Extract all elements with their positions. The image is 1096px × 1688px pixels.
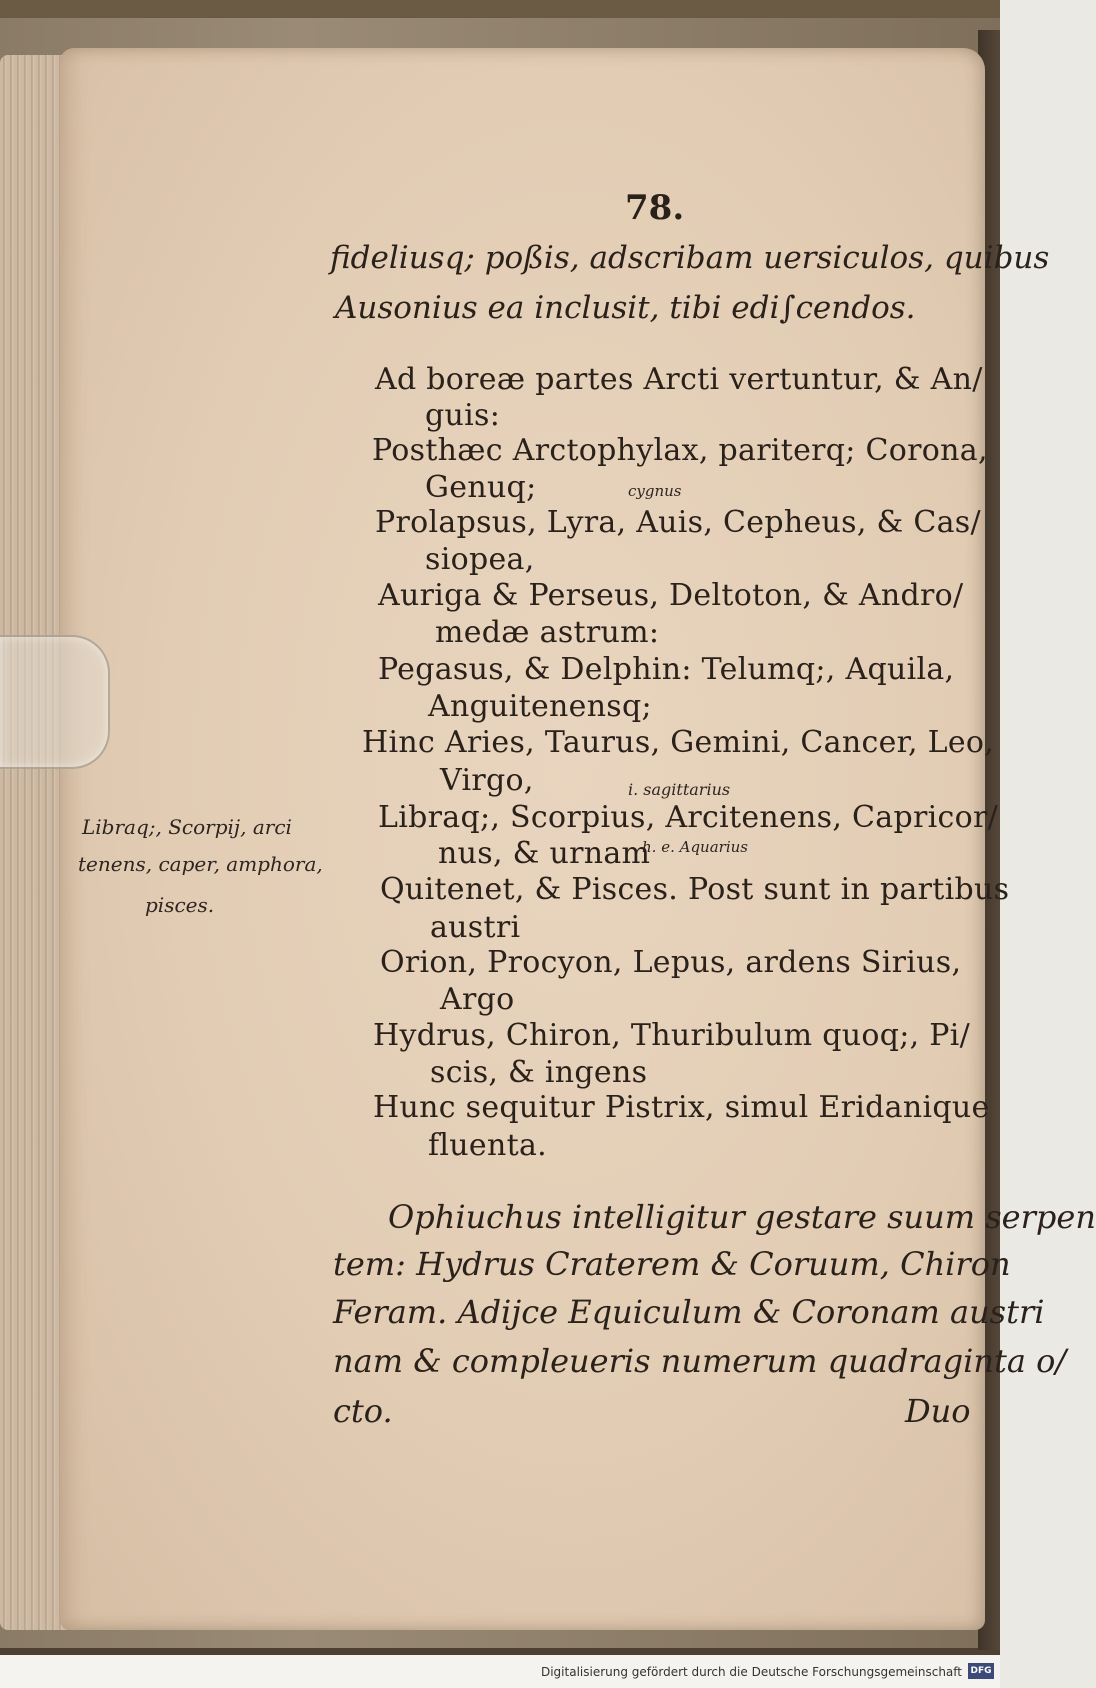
closing-line: nam & compleueris numerum quadraginta o∕ <box>333 1342 1067 1380</box>
margin-note-line: pisces. <box>145 893 215 917</box>
verse-line: Argo <box>440 982 515 1017</box>
verse-line: Posthæc Arctophylax, pariterq; Corona, <box>372 433 988 468</box>
annotation-aquarius: h. e. Aquarius <box>642 838 748 856</box>
verse-line: Auriga & Perseus, Deltoton, & Andro∕ <box>378 578 964 613</box>
verse-line: Pegasus, & Delphin: Telumq;, Aquila, <box>378 652 955 687</box>
verse-line: Genuq; <box>425 470 537 505</box>
annotation-cygnus: cygnus <box>628 482 682 500</box>
verse-line: nus, & urnam <box>438 836 651 871</box>
verse-line: Hunc sequitur Pistrix, simul Eridanique <box>373 1090 990 1125</box>
verse-line: fluenta. <box>428 1128 547 1163</box>
verse-line: Anguitenensq; <box>428 689 652 724</box>
catchword: Duo <box>905 1392 971 1430</box>
verse-line: Prolapsus, Lyra, Auis, Cepheus, & Cas∕ <box>375 505 981 540</box>
verse-line: scis, & ingens <box>430 1055 648 1090</box>
verse-line: medæ astrum: <box>435 615 660 650</box>
page-number: 78. <box>625 188 685 228</box>
annotation-sagittarius: i. sagittarius <box>628 780 731 799</box>
verse-line: Ad boreæ partes Arcti vertuntur, & An∕ <box>375 362 983 397</box>
verse-line: Orion, Procyon, Lepus, ardens Sirius, <box>380 945 962 980</box>
verse-line: Quitenet, & Pisces. Post sunt in partibus <box>380 872 1010 907</box>
verse-line: Libraq;, Scorpius, Arcitenens, Capricor∕ <box>378 800 999 835</box>
verse-line: guis: <box>425 398 501 433</box>
verse-line: Hydrus, Chiron, Thuribulum quoq;, Pi∕ <box>373 1018 971 1053</box>
margin-note-line: tenens, caper, amphora, <box>78 852 323 876</box>
footer-bar <box>0 1655 1000 1688</box>
verse-line: Virgo, <box>440 763 534 798</box>
margin-note-line: Libraq;, Scorpij, arci <box>82 815 292 839</box>
verse-line: siopea, <box>425 542 535 577</box>
page-clip <box>0 635 110 769</box>
intro-line-2: Ausonius ea inclusit, tibi edi∫cendos. <box>335 290 916 326</box>
closing-line: Ophiuchus intelligitur gestare suum serpen <box>388 1198 1096 1236</box>
footer-credit: Digitalisierung gefördert durch die Deutsche Forschungsgemeinschaft <box>540 1665 962 1679</box>
intro-line-1: fideliusq; poßis, adscribam uersiculos, quibus <box>330 240 1050 276</box>
closing-line: cto. <box>333 1392 393 1430</box>
verse-line: austri <box>430 910 521 945</box>
closing-line: Feram. Adijce Equiculum & Coronam austri <box>333 1293 1045 1331</box>
verse-line: Hinc Aries, Taurus, Gemini, Cancer, Leo, <box>362 725 995 760</box>
closing-line: tem: Hydrus Craterem & Coruum, Chiron <box>333 1245 1011 1283</box>
dfg-logo: DFG <box>968 1663 994 1679</box>
